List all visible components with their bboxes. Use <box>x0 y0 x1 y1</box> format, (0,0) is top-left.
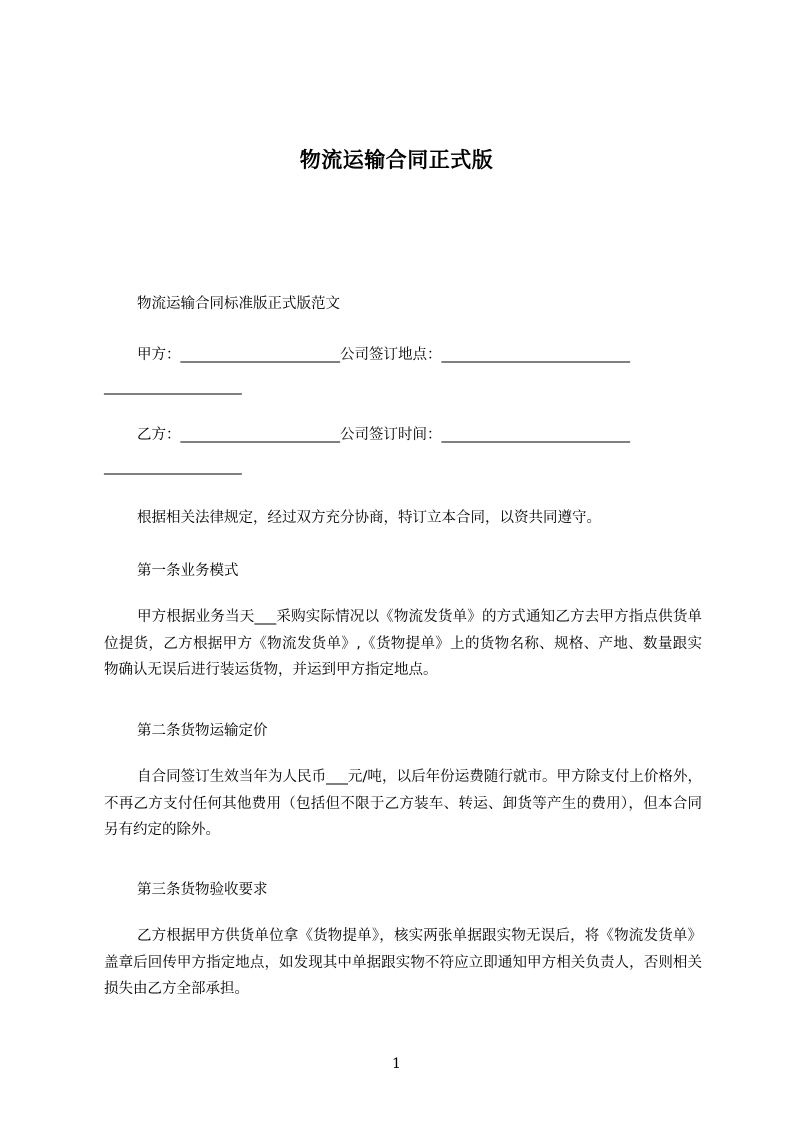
document-subtitle: 物流运输合同标准版正式版范文 <box>137 296 340 312</box>
party-b-block <box>104 419 702 483</box>
party-a-line1: 甲方：______________________公司签订地点：__________________________ <box>137 347 630 363</box>
party-b-line2: ___________________ <box>104 459 242 475</box>
section-2-body: 自合同签订生效当年为人民币___元/吨，以后年份运费随行就市。甲方除支付上价格外，不再乙方支付任何其他费用（包括但不限于乙方装车、转运、卸货等产生的费用），但本合同另有约定的除外。 <box>104 769 702 838</box>
party-a-block <box>104 339 702 403</box>
page-number: 1 <box>392 1056 401 1072</box>
party-b-line1: 乙方：______________________公司签订时间：__________________________ <box>137 427 630 443</box>
party-a-line2: ___________________ <box>104 379 242 395</box>
document-title: 物流运输合同正式版 <box>299 148 494 172</box>
section-2-heading: 第二条货物运输定价 <box>137 723 268 739</box>
section-3-body: 乙方根据甲方供货单位拿《货物提单》，核实两张单据跟实物无误后，将《物流发货单》盖章后回传甲方指定地点，如发现其中单据跟实物不符应立即通知甲方相关负责人，否则相关损失由乙方全部承担。 <box>104 928 702 997</box>
intro-paragraph: 根据相关法律规定，经过双方充分协商，特订立本合同，以资共同遵守。 <box>137 510 601 526</box>
section-1-body: 甲方根据业务当天___采购实际情况以《物流发货单》的方式通知乙方去甲方指点供货单位提货，乙方根据甲方《物流发货单》,《货物提单》上的货物名称、规格、产地、数量跟实物确认无误后进行装运货物，并运到甲方指定地点。 <box>104 609 702 678</box>
section-1-heading: 第一条业务模式 <box>137 563 239 579</box>
section-3-heading: 第三条货物验收要求 <box>137 882 268 898</box>
